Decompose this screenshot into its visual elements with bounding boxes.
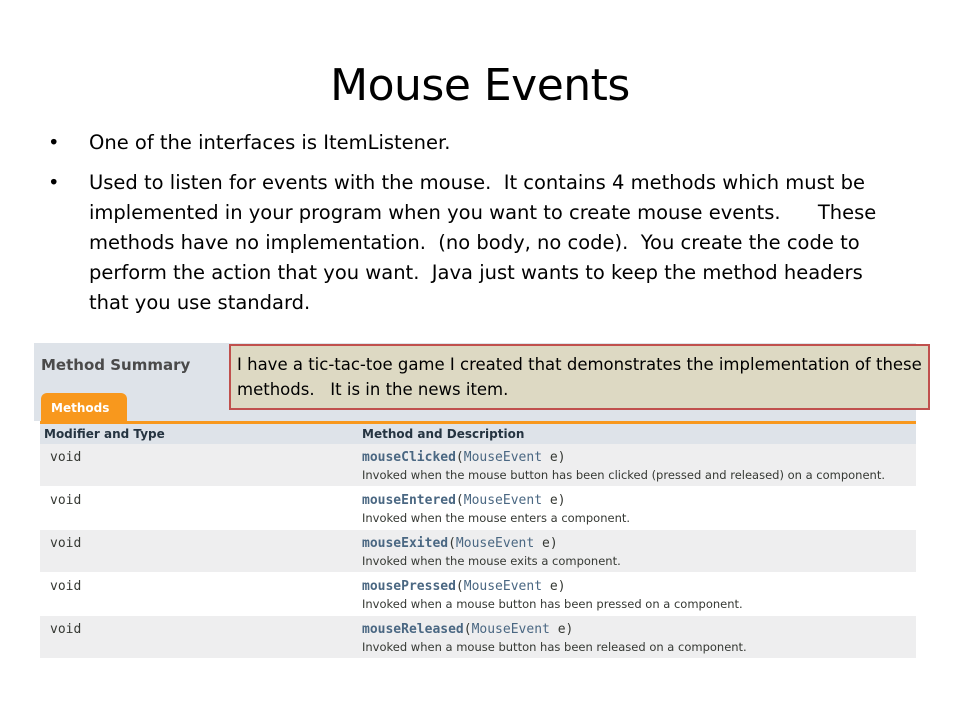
table-header bbox=[40, 424, 916, 444]
method-summary-title: Method Summary bbox=[41, 356, 191, 374]
bullet-item bbox=[48, 168, 908, 318]
method-table bbox=[40, 421, 916, 659]
param-name: e bbox=[549, 450, 558, 465]
bullet-icon: • bbox=[48, 131, 60, 154]
method-link[interactable]: mouseClicked bbox=[362, 450, 456, 465]
column-header-type: Modifier and Type bbox=[44, 427, 165, 441]
return-type: void bbox=[50, 622, 82, 637]
table-row bbox=[40, 530, 916, 573]
bullet-list bbox=[48, 128, 908, 328]
return-type: void bbox=[50, 493, 82, 508]
param-type-link[interactable]: MouseEvent bbox=[463, 493, 543, 508]
param-type-link[interactable]: MouseEvent bbox=[463, 450, 543, 465]
method-signature: mouseReleased(MouseEvent e) bbox=[362, 622, 574, 637]
method-link[interactable]: mouseReleased bbox=[362, 622, 464, 637]
table-row bbox=[40, 487, 916, 530]
param-type-link[interactable]: MouseEvent bbox=[471, 622, 550, 637]
method-description: Invoked when the mouse exits a component. bbox=[362, 554, 621, 568]
callout-box bbox=[229, 344, 930, 410]
method-description: Invoked when a mouse button has been pressed on a component. bbox=[362, 597, 743, 611]
method-description: Invoked when the mouse enters a component. bbox=[362, 511, 631, 525]
param-name: e bbox=[557, 622, 566, 637]
bullet-text: Used to listen for events with the mouse. It contains 4 methods which must be implemented in your program when you want to create mouse events. These methods have no implementation. (no body, no code). You create the code to perform the action that you want. Java just wants to keep the method headers that you use standard. bbox=[89, 171, 883, 314]
param-name: e bbox=[542, 536, 550, 551]
param-type-link[interactable]: MouseEvent bbox=[455, 536, 535, 551]
table-row bbox=[40, 616, 916, 659]
table-row bbox=[40, 573, 916, 616]
methods-tab-label: Methods bbox=[51, 401, 110, 415]
param-type-link[interactable]: MouseEvent bbox=[463, 579, 543, 594]
bullet-text: One of the interfaces is ItemListener. bbox=[89, 131, 451, 154]
methods-tab[interactable] bbox=[41, 393, 127, 421]
method-link[interactable]: mouseEntered bbox=[362, 493, 456, 508]
method-signature: mouseExited(MouseEvent e) bbox=[362, 536, 558, 551]
method-signature: mouseClicked(MouseEvent e) bbox=[362, 450, 566, 465]
slide-title: Mouse Events bbox=[330, 60, 630, 111]
return-type: void bbox=[50, 450, 82, 465]
method-link[interactable]: mousePressed bbox=[362, 579, 456, 594]
bullet-icon: • bbox=[48, 171, 60, 194]
return-type: void bbox=[50, 536, 82, 551]
param-name: e bbox=[549, 493, 558, 508]
bullet-item bbox=[48, 128, 908, 158]
return-type: void bbox=[50, 579, 82, 594]
method-description: Invoked when the mouse button has been clicked (pressed and released) on a component. bbox=[362, 468, 885, 482]
table-row bbox=[40, 444, 916, 487]
method-signature: mousePressed(MouseEvent e) bbox=[362, 579, 566, 594]
column-header-method: Method and Description bbox=[362, 427, 525, 441]
callout-text: I have a tic-tac-toe game I created that demonstrates the implementation of these methods. It is in the news item. bbox=[237, 355, 928, 399]
param-name: e bbox=[549, 579, 558, 594]
table-body bbox=[40, 444, 916, 659]
method-signature: mouseEntered(MouseEvent e) bbox=[362, 493, 566, 508]
method-description: Invoked when a mouse button has been released on a component. bbox=[362, 640, 747, 654]
method-link[interactable]: mouseExited bbox=[362, 536, 449, 551]
